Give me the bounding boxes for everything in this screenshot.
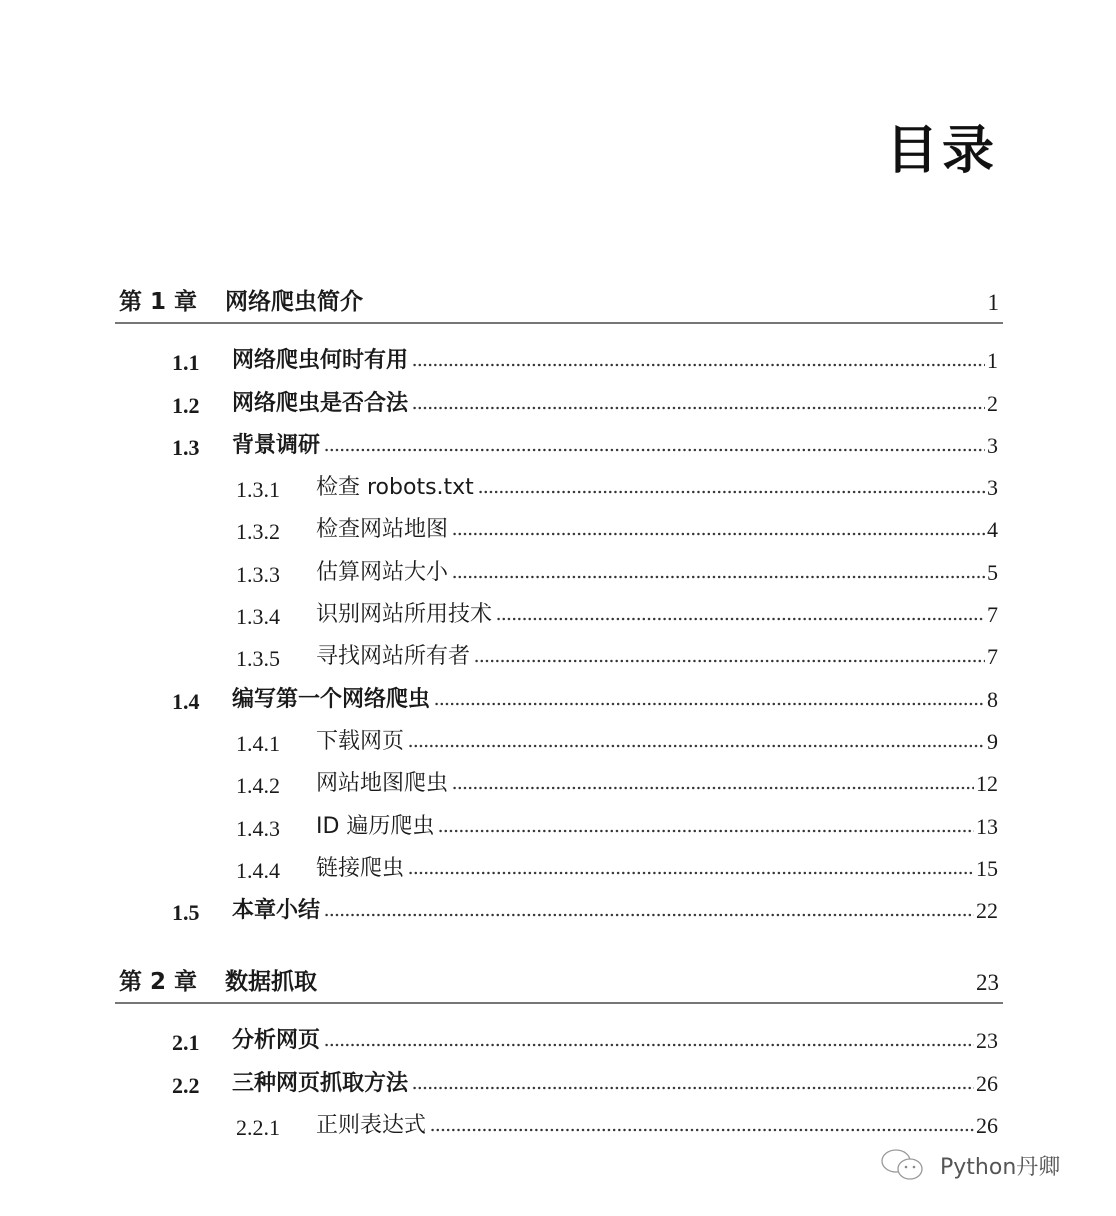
chapter-heading[interactable]	[115, 276, 1003, 324]
dot-leader	[438, 829, 974, 833]
entry-title: 识别网站所用技术	[316, 602, 493, 628]
chapter-title: 数据抓取	[225, 969, 317, 995]
watermark	[880, 1148, 1060, 1182]
entry-number: 2.2	[172, 1072, 200, 1098]
dot-leader	[496, 617, 985, 621]
entry-page: 4	[987, 517, 998, 543]
entry-number: 1.4	[172, 688, 200, 714]
page-title: 目录	[885, 121, 998, 181]
dot-leader	[478, 490, 985, 494]
toc-entry[interactable]	[115, 672, 1003, 714]
entry-title: 分析网页	[232, 1028, 321, 1054]
chapter-number: 第 1 章	[119, 289, 198, 315]
chapter-page: 1	[987, 290, 999, 315]
entry-title: 网络爬虫是否合法	[232, 390, 409, 416]
entry-title: 三种网页抓取方法	[232, 1070, 409, 1096]
entry-title: 本章小结	[232, 898, 321, 924]
entry-number: 2.2.1	[236, 1114, 280, 1140]
dot-leader	[430, 1128, 974, 1132]
entry-number: 1.3.4	[236, 604, 280, 630]
entry-page: 13	[976, 813, 998, 839]
entry-page: 3	[987, 475, 998, 501]
dot-leader	[408, 871, 974, 875]
dot-leader	[408, 744, 985, 748]
entry-title: 网络爬虫何时有用	[232, 348, 409, 374]
entry-number: 1.5	[172, 900, 200, 926]
entry-page: 1	[987, 348, 998, 374]
dot-leader	[324, 913, 974, 917]
toc-entry[interactable]	[115, 545, 1003, 587]
toc-entry[interactable]	[115, 334, 1003, 376]
entry-title: 估算网站大小	[316, 559, 449, 585]
entry-page: 5	[987, 559, 998, 585]
chapter-2	[115, 956, 1003, 1141]
entry-page: 9	[987, 728, 998, 754]
dot-leader	[452, 532, 985, 536]
dot-leader	[452, 575, 985, 579]
entry-title: 链接爬虫	[316, 855, 405, 881]
chapter-title: 网络爬虫简介	[225, 289, 363, 315]
entry-title: 寻找网站所有者	[316, 644, 471, 670]
toc-entry[interactable]	[115, 630, 1003, 672]
toc-entries	[115, 334, 1003, 926]
entry-number: 1.2	[172, 392, 200, 418]
entry-page: 7	[987, 602, 998, 628]
toc-entry[interactable]	[115, 376, 1003, 418]
toc-entry[interactable]	[115, 842, 1003, 884]
entry-page: 12	[976, 771, 998, 797]
chapter-page: 23	[976, 970, 999, 995]
watermark-text: Python丹卿	[940, 1154, 1061, 1180]
toc-entry[interactable]	[115, 1056, 1003, 1098]
toc-entry[interactable]	[115, 799, 1003, 841]
toc-entry[interactable]	[115, 884, 1003, 926]
dot-leader	[474, 659, 985, 663]
entry-number: 2.1	[172, 1030, 200, 1056]
toc-entry[interactable]	[115, 419, 1003, 461]
toc-entry[interactable]	[115, 1099, 1003, 1141]
entry-title: 网站地图爬虫	[316, 771, 449, 797]
entry-title: 正则表达式	[316, 1112, 427, 1138]
entry-title: 检查 robots.txt	[316, 475, 474, 501]
entry-page: 22	[976, 898, 998, 924]
dot-leader	[412, 363, 985, 367]
wechat-icon	[880, 1148, 926, 1182]
dot-leader	[324, 1043, 974, 1047]
chapter-heading[interactable]	[115, 956, 1003, 1004]
dot-leader	[412, 406, 985, 410]
entry-number: 1.4.4	[236, 857, 280, 883]
entry-number: 1.3.2	[236, 519, 280, 545]
entry-number: 1.3.5	[236, 646, 280, 672]
entry-page: 3	[987, 432, 998, 458]
toc-entry[interactable]	[115, 588, 1003, 630]
entry-page: 23	[976, 1028, 998, 1054]
entry-title: 背景调研	[232, 432, 321, 458]
dot-leader	[452, 786, 974, 790]
entry-title: 编写第一个网络爬虫	[232, 686, 431, 712]
toc-entry[interactable]	[115, 715, 1003, 757]
entry-number: 1.3.3	[236, 561, 280, 587]
chapter-number: 第 2 章	[119, 969, 198, 995]
entry-page: 26	[976, 1070, 998, 1096]
toc-entry[interactable]	[115, 461, 1003, 503]
entry-number: 1.4.2	[236, 773, 280, 799]
entry-number: 1.4.3	[236, 815, 280, 841]
toc-entry[interactable]	[115, 1014, 1003, 1056]
entry-title: 检查网站地图	[316, 517, 449, 543]
entry-page: 26	[976, 1112, 998, 1138]
entry-number: 1.3	[172, 434, 200, 460]
toc-entries	[115, 1014, 1003, 1141]
entry-page: 15	[976, 855, 998, 881]
toc-entry[interactable]	[115, 503, 1003, 545]
entry-number: 1.1	[172, 350, 200, 376]
dot-leader	[412, 1086, 974, 1090]
entry-title: 下载网页	[316, 728, 405, 754]
entry-title: ID 遍历爬虫	[316, 813, 435, 839]
entry-number: 1.3.1	[236, 477, 280, 503]
entry-page: 7	[987, 644, 998, 670]
entry-page: 8	[987, 686, 998, 712]
chapter-1	[115, 276, 1003, 926]
entry-page: 2	[987, 390, 998, 416]
entry-number: 1.4.1	[236, 730, 280, 756]
dot-leader	[324, 448, 985, 452]
dot-leader	[434, 702, 985, 706]
toc-entry[interactable]	[115, 757, 1003, 799]
